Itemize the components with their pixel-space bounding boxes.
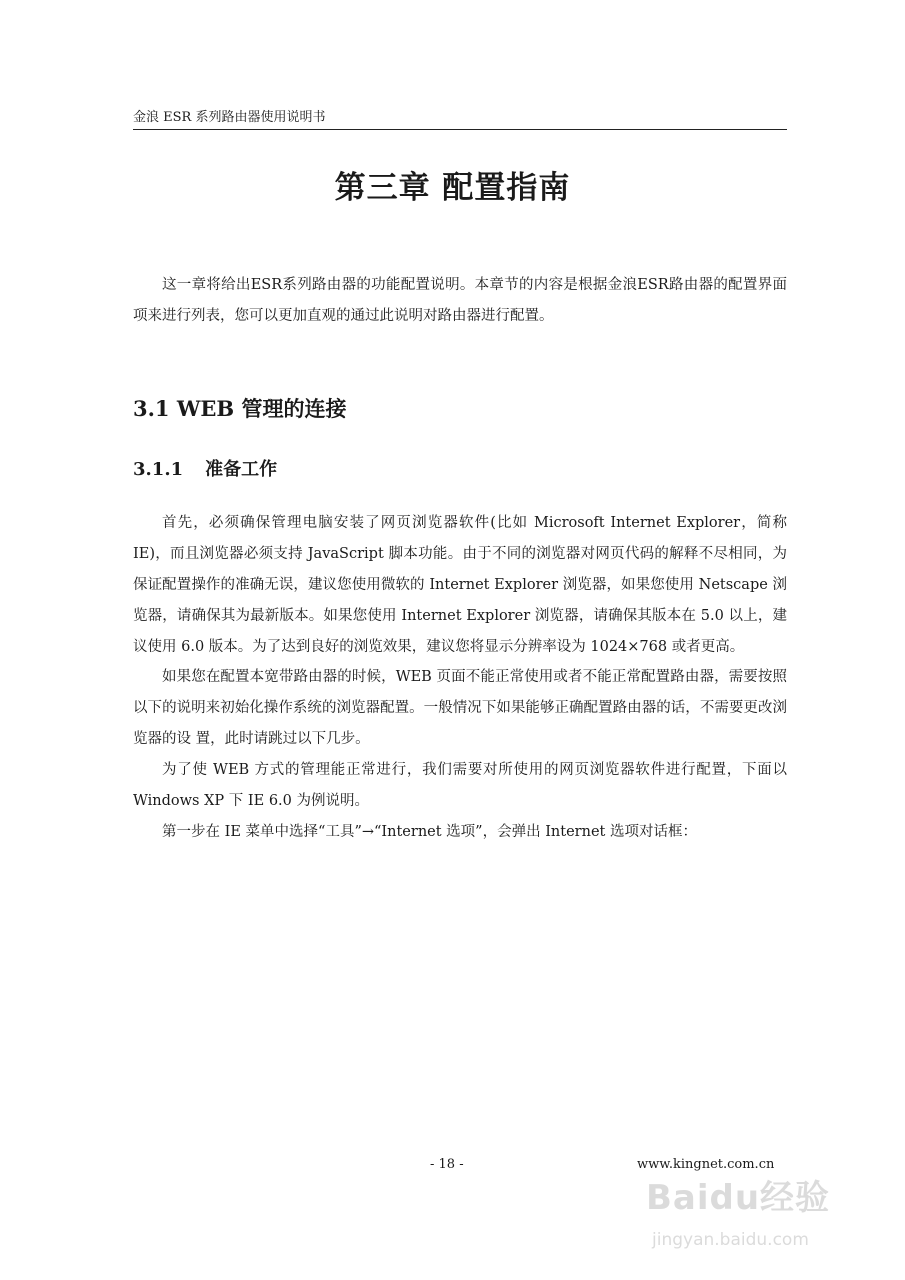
body-paragraph: 第一步在 IE 菜单中选择“工具”→“Internet 选项”，会弹出 Internet 选项对话框： xyxy=(162,824,697,840)
subsection-title: 准备工作 xyxy=(205,459,278,480)
page-number: - 18 - xyxy=(430,1157,464,1172)
page-header: 金浪 ESR 系列路由器使用说明书 xyxy=(133,106,787,130)
subsection-heading xyxy=(133,455,277,481)
watermark-url: jingyan.baidu.com xyxy=(652,1230,809,1250)
baidu-logo: Baidu经验 xyxy=(646,1178,831,1218)
baidu-watermark xyxy=(646,1158,846,1268)
intro-paragraph: 这一章将给出ESR系列路由器的功能配置说明。本章节的内容是根据金浪ESR路由器的配置界面项来进行列表，您可以更加直观的通过此说明对路由器进行配置。 xyxy=(133,277,787,324)
chapter-title: 第三章 配置指南 xyxy=(334,170,571,206)
footer-url: www.kingnet.com.cn xyxy=(637,1157,775,1172)
body-paragraph: 为了使 WEB 方式的管理能正常进行，我们需要对所使用的网页浏览器软件进行配置，下面以 Windows XP 下 IE 6.0 为例说明。 xyxy=(133,762,787,809)
body-paragraph: 如果您在配置本宽带路由器的时候，WEB 页面不能正常使用或者不能正常配置路由器，需要按照以下的说明来初始化操作系统的浏览器配置。一般情况下如果能够正确配置路由器的话，不需要更改浏览器的设 置，此时请跳过以下几步。 xyxy=(133,669,787,747)
subsection-number: 3.1.1 xyxy=(133,459,184,480)
section-heading: 3.1 WEB 管理的连接 xyxy=(133,396,347,421)
body-paragraph: 首先，必须确保管理电脑安装了网页浏览器软件(比如 Microsoft Internet Explorer，简称 IE)，而且浏览器必须支持 JavaScript 脚本功能。由于不同的浏览器对网页代码的解释不尽相同，为保证配置操作的准确无误，建议您使用微软的 Internet Explorer 浏览器，如果您使用 Netscape 浏览器，请确保其为最新版本。如果您使用 Internet Explorer 浏览器，请确保其版本在 5.0 以上，建议使用 6.0 版本。为了达到良好的浏览效果，建议您将显示分辨率设为 1024×768 或者更高。 xyxy=(133,515,787,655)
